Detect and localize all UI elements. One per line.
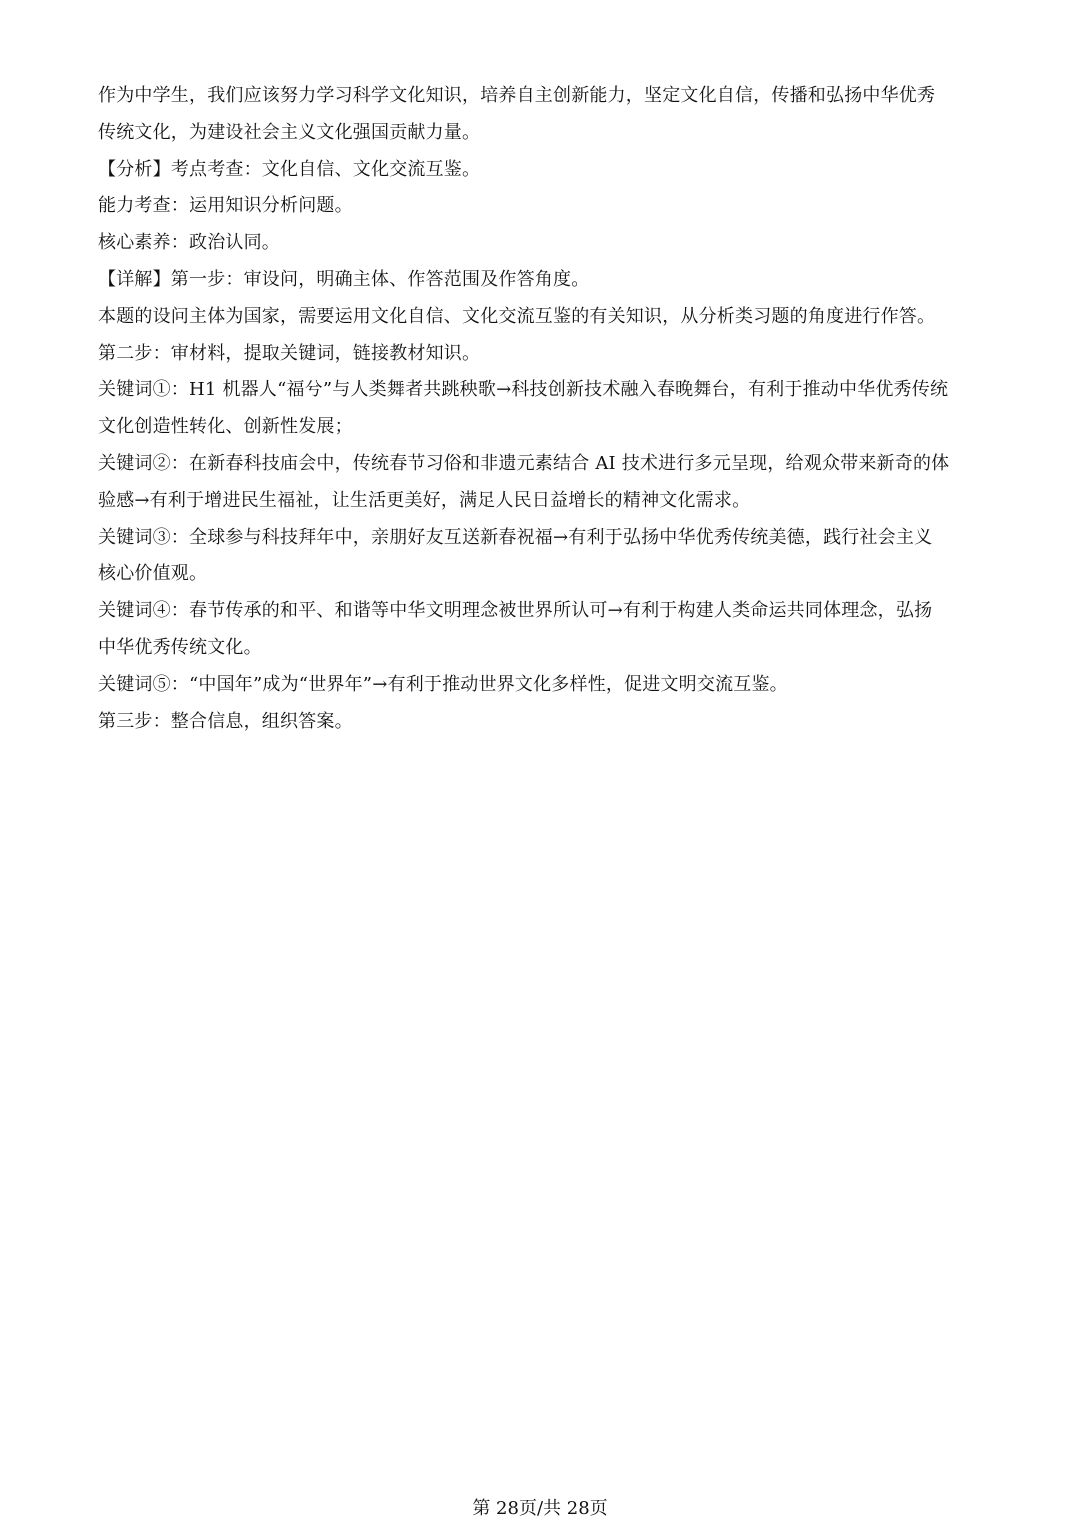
text-line: 验感→有利于增进民生福祉，让生活更美好，满足人民日益增长的精神文化需求。 <box>98 489 751 511</box>
text-line: 中华优秀传统文化。 <box>98 636 262 658</box>
analysis-line: 【分析】考点考查：文化自信、文化交流互鉴。 <box>98 158 481 180</box>
keyword-line: 关键词②：在新春科技庙会中，传统春节习俗和非遗元素结合 AI 技术进行多元呈现，给观众带来新奇的体 <box>98 452 950 474</box>
keyword-line: 关键词⑤：“中国年”成为“世界年”→有利于推动世界文化多样性，促进文明交流互鉴。 <box>98 673 788 695</box>
text-line: 作为中学生，我们应该努力学习科学文化知识，培养自主创新能力，坚定文化自信，传播和弘扬中华优秀 <box>98 85 936 106</box>
text-line: 核心素养：政治认同。 <box>98 232 280 254</box>
detail-line: 【详解】第一步：审设问，明确主体、作答范围及作答角度。 <box>98 268 590 290</box>
keyword-line: 关键词①：H1 机器人“福兮”与人类舞者共跳秧歌→科技创新技术融入春晚舞台，有利于推动中华优秀传统 <box>98 379 949 401</box>
text-line: 本题的设问主体为国家，需要运用文化自信、文化交流互鉴的有关知识，从分析类习题的角度进行作答。 <box>98 305 936 327</box>
keyword-line: 关键词④：春节传承的和平、和谐等中华文明理念被世界所认可→有利于构建人类命运共同体理念，弘扬 <box>98 600 933 622</box>
text-line: 传统文化，为建设社会主义文化强国贡献力量。 <box>98 121 481 143</box>
text-line: 核心价值观。 <box>98 563 208 585</box>
keyword-line: 关键词③：全球参与科技拜年中，亲朋好友互送新春祝福→有利于弘扬中华优秀传统美德，践行社会主义 <box>98 526 933 548</box>
text-line: 能力考查：运用知识分析问题。 <box>98 195 353 217</box>
text-line: 文化创造性转化、创新性发展； <box>98 416 353 438</box>
step-line: 第二步：审材料，提取关键词，链接教材知识。 <box>98 342 481 364</box>
page-number: 第 28页/共 28页 <box>472 1498 608 1519</box>
document-body <box>98 78 988 740</box>
step-line: 第三步：整合信息，组织答案。 <box>98 710 353 732</box>
